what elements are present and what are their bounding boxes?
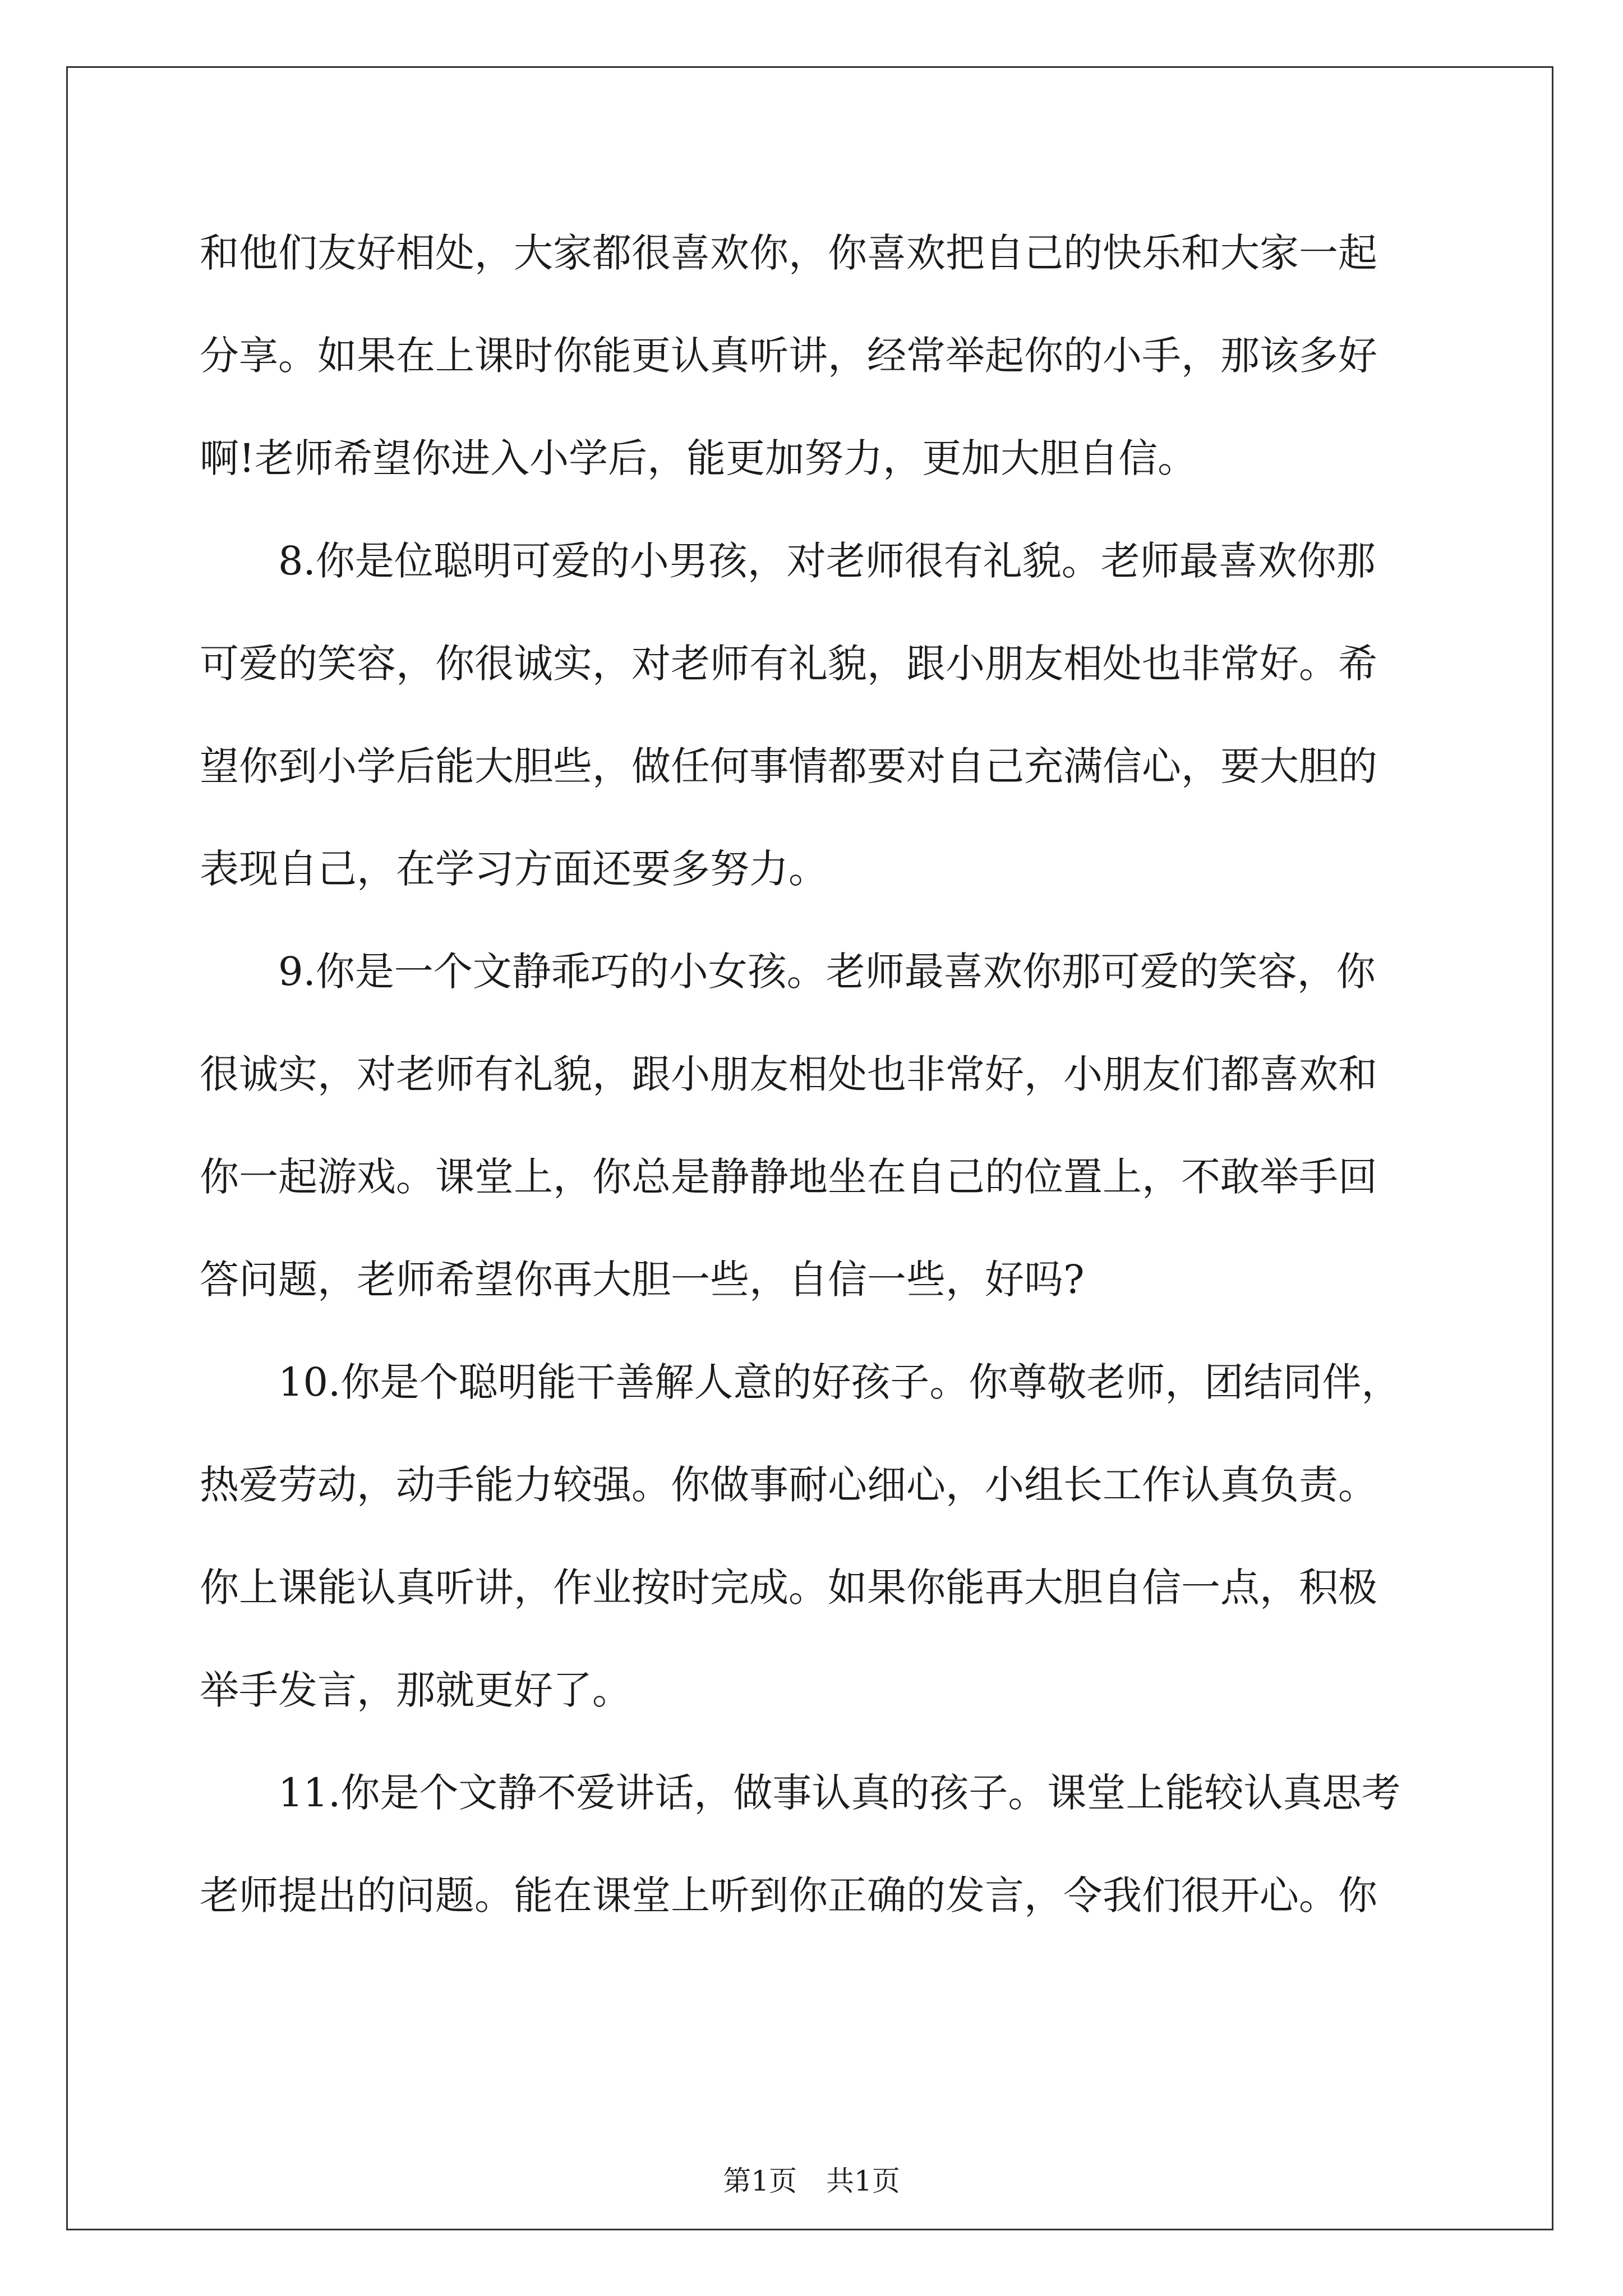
text-line: 11.你是个文静不爱讲话，做事认真的孩子。课堂上能较认真思考 bbox=[200, 1770, 1401, 1816]
text-line: 举手发言，那就更好了。 bbox=[200, 1667, 631, 1713]
text-line: 热爱劳动，动手能力较强。你做事耐心细心，小组长工作认真负责。 bbox=[200, 1462, 1377, 1508]
text-line: 8.你是位聪明可爱的小男孩，对老师很有礼貌。老师最喜欢你那 bbox=[200, 538, 1376, 584]
text-line: 望你到小学后能大胆些，做任何事情都要对自己充满信心，要大胆的 bbox=[200, 743, 1377, 789]
text-line: 表现自己，在学习方面还要多努力。 bbox=[200, 846, 828, 892]
page-footer bbox=[0, 2164, 1623, 2198]
page-number-current: 第1页 bbox=[723, 2165, 797, 2197]
text-line: 和他们友好相处，大家都很喜欢你，你喜欢把自己的快乐和大家一起 bbox=[200, 230, 1377, 276]
text-line: 啊!老师希望你进入小学后，能更加努力，更加大胆自信。 bbox=[200, 435, 1197, 481]
document-body bbox=[200, 202, 1456, 1947]
text-line: 10.你是个聪明能干善解人意的好孩子。你尊敬老师，团结同伴， bbox=[200, 1359, 1401, 1405]
text-line: 你一起游戏。课堂上，你总是静静地坐在自己的位置上，不敢举手回 bbox=[200, 1154, 1377, 1200]
text-line: 可爱的笑容，你很诚实，对老师有礼貌，跟小朋友相处也非常好。希 bbox=[200, 641, 1377, 687]
text-line: 9.你是一个文静乖巧的小女孩。老师最喜欢你那可爱的笑容，你 bbox=[200, 949, 1376, 995]
text-line: 答问题，老师希望你再大胆一些，自信一些，好吗? bbox=[200, 1257, 1085, 1303]
page-number-total: 共1页 bbox=[826, 2165, 900, 2197]
text-line: 分享。如果在上课时你能更认真听讲，经常举起你的小手，那该多好 bbox=[200, 333, 1377, 379]
text-line: 老师提出的问题。能在课堂上听到你正确的发言，令我们很开心。你 bbox=[200, 1872, 1377, 1918]
text-line: 你上课能认真听讲，作业按时完成。如果你能再大胆自信一点，积极 bbox=[200, 1565, 1377, 1611]
text-line: 很诚实，对老师有礼貌，跟小朋友相处也非常好，小朋友们都喜欢和 bbox=[200, 1051, 1377, 1097]
